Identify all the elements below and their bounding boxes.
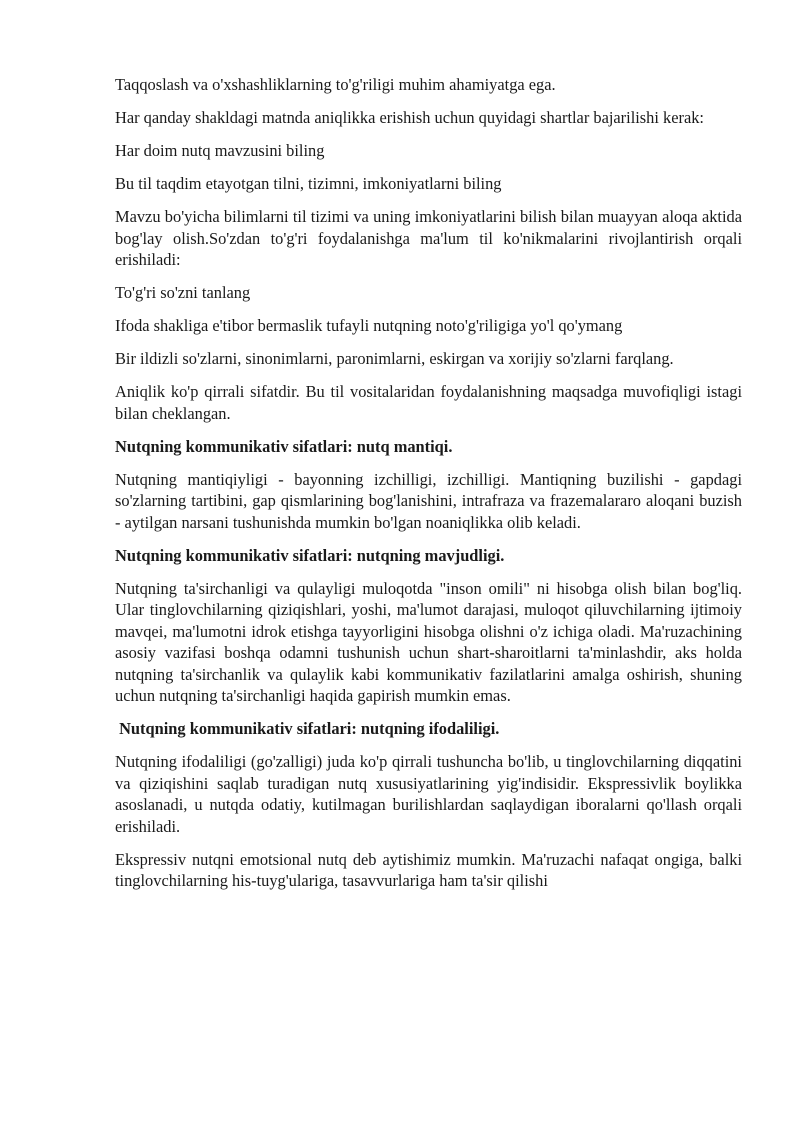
paragraph-emotional-speech: Ekspressiv nutqni emotsional nutq deb aytishimiz mumkin. Ma'ruzachi nafaqat ongiga, balki tinglovchilarning his-tuyg'ulariga, tasavvurlariga ham ta'sir qilishi: [115, 849, 742, 890]
paragraph-accuracy-conditions: Har qanday shakldagi matnda aniqlikka erishish uchun quyidagi shartlar bajarilishi kerak:: [115, 108, 704, 127]
heading-speech-availability: Nutqning kommunikativ sifatlari: nutqning mavjudligi.: [115, 545, 505, 565]
heading-speech-expressiveness: Nutqning kommunikativ sifatlari: nutqning ifodaliligi.: [115, 719, 500, 738]
paragraph-topic-knowledge: Mavzu bo'yicha bilimlarni til tizimi va uning imkoniyatlarini bilish bilan muayyan aloqa aktida bog'lay olish.So'zdan to'g'ri foydalanishga ma'lum til ko'nikmalarini rivojlantirish orqali erishiladi:: [115, 207, 742, 269]
paragraph-speech-expressiveness: Nutqning ifodaliligi (go'zalligi) juda ko'p qirrali tushuncha bo'lib, u tinglovchilarning diqqatini va qiziqishini saqlab turadigan nutq xususiyatlarining yig'indisidir. Ekspressivlik boylikka asoslanadi, u nutqda odatiy, kutilmagan burilishlardan saqlaydigan iboralarni qo'llash orqali erishiladi.: [115, 752, 742, 836]
paragraph-distinguish-words: Bir ildizli so'zlarni, sinonimlarni, paronimlarni, eskirgan va xorijiy so'zlarni farqlang.: [115, 349, 674, 368]
paragraph-choose-word: To'g'ri so'zni tanlang: [115, 283, 251, 302]
paragraph-expression-form: Ifoda shakliga e'tibor bermaslik tufayli nutqning noto'g'riligiga yo'l qo'ymang: [115, 316, 623, 335]
document-page: [115, 74, 742, 903]
paragraph-speech-logic: Nutqning mantiqiyligi - bayonning izchilligi, izchilligi. Mantiqning buzilishi - gapdagi so'zlarning tartibini, gap qismlarining bog'lanishini, intrafraza va frazemalararo aloqani buzish - aytilgan narsani tushunishda mumkin bo'lgan noaniqlikka olib keladi.: [115, 469, 742, 532]
paragraph-know-topic: Har doim nutq mavzusini biling: [115, 141, 325, 160]
paragraph-accuracy-multifaceted: Aniqlik ko'p qirrali sifatdir. Bu til vositalaridan foydalanishning maqsadga muvofiqligi istagi bilan cheklangan.: [115, 382, 742, 423]
heading-speech-logic: Nutqning kommunikativ sifatlari: nutq mantiqi.: [115, 436, 453, 456]
paragraph-know-language: Bu til taqdim etayotgan tilni, tizimni, imkoniyatlarni biling: [115, 174, 502, 193]
paragraph-comparison-accuracy: Taqqoslash va o'xshashliklarning to'g'riligi muhim ahamiyatga ega.: [115, 75, 556, 94]
paragraph-speech-availability: Nutqning ta'sirchanligi va qulayligi muloqotda "inson omili" ni hisobga olish bilan bog'liq. Ular tinglovchilarning qiziqishlari, yoshi, ma'lumot darajasi, muloqot qiluvchilarning ijtimoiy mavqei, ma'lumotni idrok etishga tayyorligini hisobga olishni o'z ichiga oladi. Ma'ruzachining asosiy vazifasi boshqa odamni tushunish uchun shart-sharoitlarni ta'minlashdir, aks holda nutqning ta'sirchanlik va qulaylik kabi kommunikativ fazilatlarini amalga oshirish, shuning uchun nutqning ta'sirchanligi haqida gapirish mumkin emas.: [115, 578, 742, 705]
